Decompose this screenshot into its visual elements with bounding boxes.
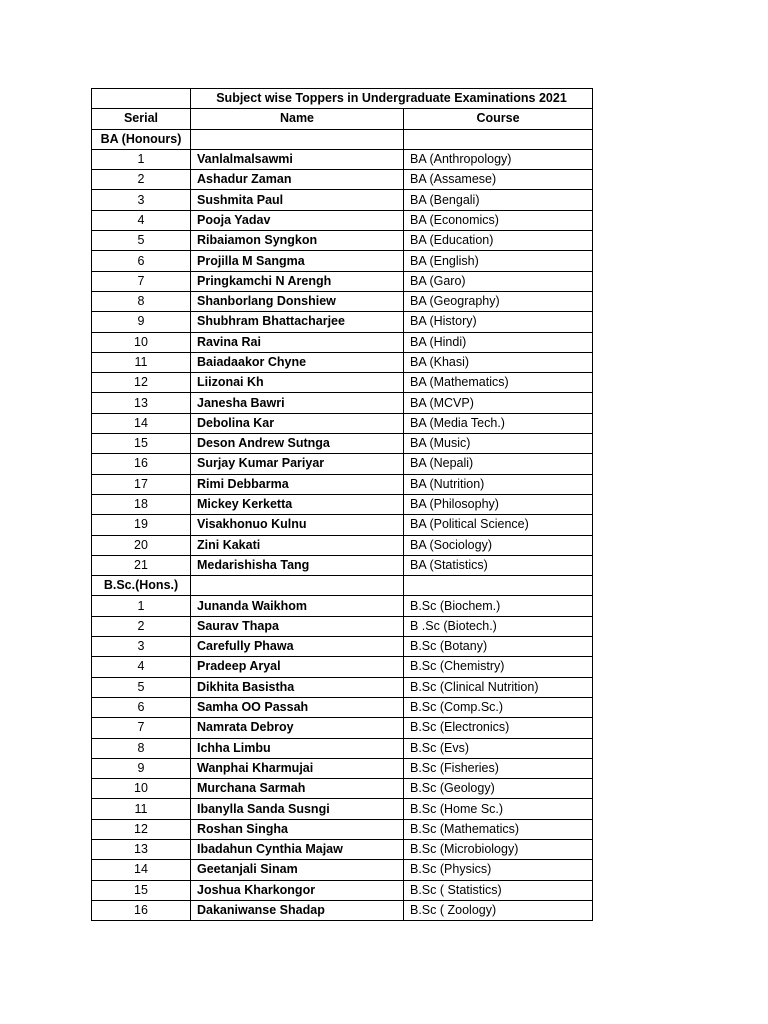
serial-cell: 10 xyxy=(92,332,191,352)
table-row xyxy=(92,860,593,880)
section-blank-course xyxy=(404,129,593,149)
table-row xyxy=(92,880,593,900)
section-label: BA (Honours) xyxy=(92,129,191,149)
course-cell: BA (Bengali) xyxy=(404,190,593,210)
serial-cell: 16 xyxy=(92,454,191,474)
section-row xyxy=(92,576,593,596)
table-row xyxy=(92,434,593,454)
name-cell: Dikhita Basistha xyxy=(191,677,404,697)
name-cell: Geetanjali Sinam xyxy=(191,860,404,880)
course-cell: BA (Economics) xyxy=(404,210,593,230)
serial-cell: 10 xyxy=(92,779,191,799)
name-cell: Rimi Debbarma xyxy=(191,474,404,494)
name-cell: Ibanylla Sanda Susngi xyxy=(191,799,404,819)
table-row xyxy=(92,819,593,839)
table-row xyxy=(92,515,593,535)
name-cell: Liizonai Kh xyxy=(191,373,404,393)
name-cell: Junanda Waikhom xyxy=(191,596,404,616)
header-row xyxy=(92,109,593,129)
table-row xyxy=(92,839,593,859)
section-label: B.Sc.(Hons.) xyxy=(92,576,191,596)
title-row xyxy=(92,89,593,109)
table-row xyxy=(92,271,593,291)
section-blank-name xyxy=(191,129,404,149)
serial-cell: 21 xyxy=(92,555,191,575)
serial-cell: 11 xyxy=(92,799,191,819)
course-cell: BA (Statistics) xyxy=(404,555,593,575)
serial-cell: 17 xyxy=(92,474,191,494)
course-cell: BA (Political Science) xyxy=(404,515,593,535)
name-cell: Ribaiamon Syngkon xyxy=(191,231,404,251)
serial-cell: 19 xyxy=(92,515,191,535)
serial-cell: 4 xyxy=(92,657,191,677)
header-name: Name xyxy=(191,109,404,129)
course-cell: BA (Nutrition) xyxy=(404,474,593,494)
table-row xyxy=(92,555,593,575)
serial-cell: 12 xyxy=(92,819,191,839)
header-serial: Serial xyxy=(92,109,191,129)
table-row xyxy=(92,596,593,616)
serial-cell: 13 xyxy=(92,393,191,413)
table-row xyxy=(92,210,593,230)
serial-cell: 15 xyxy=(92,434,191,454)
name-cell: Projilla M Sangma xyxy=(191,251,404,271)
serial-cell: 9 xyxy=(92,758,191,778)
toppers-table xyxy=(91,88,593,921)
name-cell: Shanborlang Donshiew xyxy=(191,291,404,311)
table-row xyxy=(92,413,593,433)
course-cell: B.Sc ( Zoology) xyxy=(404,900,593,920)
table-row xyxy=(92,291,593,311)
table-row xyxy=(92,170,593,190)
table-row xyxy=(92,312,593,332)
name-cell: Murchana Sarmah xyxy=(191,779,404,799)
course-cell: BA (Geography) xyxy=(404,291,593,311)
course-cell: B.Sc (Comp.Sc.) xyxy=(404,697,593,717)
name-cell: Carefully Phawa xyxy=(191,637,404,657)
table-row xyxy=(92,190,593,210)
name-cell: Mickey Kerketta xyxy=(191,494,404,514)
name-cell: Ibadahun Cynthia Majaw xyxy=(191,839,404,859)
section-row xyxy=(92,129,593,149)
name-cell: Ravina Rai xyxy=(191,332,404,352)
table-row xyxy=(92,799,593,819)
serial-cell: 5 xyxy=(92,231,191,251)
serial-cell: 8 xyxy=(92,291,191,311)
course-cell: BA (English) xyxy=(404,251,593,271)
course-cell: B.Sc (Clinical Nutrition) xyxy=(404,677,593,697)
table-row xyxy=(92,535,593,555)
name-cell: Pooja Yadav xyxy=(191,210,404,230)
table-row xyxy=(92,758,593,778)
course-cell: BA (History) xyxy=(404,312,593,332)
name-cell: Pringkamchi N Arengh xyxy=(191,271,404,291)
table-row xyxy=(92,637,593,657)
table-row xyxy=(92,251,593,271)
course-cell: B.Sc (Microbiology) xyxy=(404,839,593,859)
course-cell: B.Sc (Home Sc.) xyxy=(404,799,593,819)
serial-cell: 18 xyxy=(92,494,191,514)
name-cell: Dakaniwanse Shadap xyxy=(191,900,404,920)
table-row xyxy=(92,332,593,352)
table-row xyxy=(92,393,593,413)
serial-cell: 2 xyxy=(92,616,191,636)
name-cell: Samha OO Passah xyxy=(191,697,404,717)
course-cell: B .Sc (Biotech.) xyxy=(404,616,593,636)
course-cell: BA (Khasi) xyxy=(404,352,593,372)
course-cell: B.Sc (Electronics) xyxy=(404,718,593,738)
name-cell: Deson Andrew Sutnga xyxy=(191,434,404,454)
table-title: Subject wise Toppers in Undergraduate Examinations 2021 xyxy=(191,89,593,109)
serial-cell: 6 xyxy=(92,697,191,717)
course-cell: BA (Anthropology) xyxy=(404,149,593,169)
table-row xyxy=(92,149,593,169)
serial-cell: 3 xyxy=(92,190,191,210)
course-cell: BA (Sociology) xyxy=(404,535,593,555)
name-cell: Roshan Singha xyxy=(191,819,404,839)
serial-cell: 15 xyxy=(92,880,191,900)
table-row xyxy=(92,373,593,393)
section-blank-name xyxy=(191,576,404,596)
serial-cell: 16 xyxy=(92,900,191,920)
serial-cell: 6 xyxy=(92,251,191,271)
course-cell: BA (Garo) xyxy=(404,271,593,291)
name-cell: Janesha Bawri xyxy=(191,393,404,413)
table-row xyxy=(92,231,593,251)
course-cell: B.Sc (Biochem.) xyxy=(404,596,593,616)
serial-cell: 4 xyxy=(92,210,191,230)
course-cell: B.Sc (Evs) xyxy=(404,738,593,758)
serial-cell: 5 xyxy=(92,677,191,697)
table-row xyxy=(92,616,593,636)
name-cell: Wanphai Kharmujai xyxy=(191,758,404,778)
table-row xyxy=(92,779,593,799)
name-cell: Vanlalmalsawmi xyxy=(191,149,404,169)
name-cell: Visakhonuo Kulnu xyxy=(191,515,404,535)
table-row xyxy=(92,657,593,677)
name-cell: Sushmita Paul xyxy=(191,190,404,210)
table-row xyxy=(92,454,593,474)
course-cell: B.Sc (Fisheries) xyxy=(404,758,593,778)
table-body xyxy=(92,89,593,921)
course-cell: B.Sc (Geology) xyxy=(404,779,593,799)
table-row xyxy=(92,494,593,514)
serial-cell: 14 xyxy=(92,860,191,880)
serial-cell: 14 xyxy=(92,413,191,433)
table-row xyxy=(92,900,593,920)
name-cell: Baiadaakor Chyne xyxy=(191,352,404,372)
serial-cell: 7 xyxy=(92,271,191,291)
serial-cell: 2 xyxy=(92,170,191,190)
course-cell: BA (Hindi) xyxy=(404,332,593,352)
course-cell: BA (Assamese) xyxy=(404,170,593,190)
serial-cell: 1 xyxy=(92,596,191,616)
name-cell: Ashadur Zaman xyxy=(191,170,404,190)
table-row xyxy=(92,677,593,697)
course-cell: B.Sc ( Statistics) xyxy=(404,880,593,900)
header-course: Course xyxy=(404,109,593,129)
serial-cell: 7 xyxy=(92,718,191,738)
name-cell: Shubhram Bhattacharjee xyxy=(191,312,404,332)
table-row xyxy=(92,697,593,717)
course-cell: BA (Philosophy) xyxy=(404,494,593,514)
name-cell: Surjay Kumar Pariyar xyxy=(191,454,404,474)
name-cell: Joshua Kharkongor xyxy=(191,880,404,900)
title-blank-cell xyxy=(92,89,191,109)
name-cell: Medarishisha Tang xyxy=(191,555,404,575)
serial-cell: 20 xyxy=(92,535,191,555)
course-cell: BA (MCVP) xyxy=(404,393,593,413)
serial-cell: 3 xyxy=(92,637,191,657)
course-cell: B.Sc (Mathematics) xyxy=(404,819,593,839)
serial-cell: 8 xyxy=(92,738,191,758)
course-cell: BA (Education) xyxy=(404,231,593,251)
course-cell: BA (Nepali) xyxy=(404,454,593,474)
serial-cell: 9 xyxy=(92,312,191,332)
name-cell: Ichha Limbu xyxy=(191,738,404,758)
table-row xyxy=(92,718,593,738)
course-cell: BA (Music) xyxy=(404,434,593,454)
section-blank-course xyxy=(404,576,593,596)
name-cell: Namrata Debroy xyxy=(191,718,404,738)
serial-cell: 1 xyxy=(92,149,191,169)
name-cell: Pradeep Aryal xyxy=(191,657,404,677)
course-cell: B.Sc (Chemistry) xyxy=(404,657,593,677)
course-cell: B.Sc (Physics) xyxy=(404,860,593,880)
name-cell: Zini Kakati xyxy=(191,535,404,555)
name-cell: Saurav Thapa xyxy=(191,616,404,636)
table-row xyxy=(92,474,593,494)
serial-cell: 12 xyxy=(92,373,191,393)
table-row xyxy=(92,352,593,372)
serial-cell: 13 xyxy=(92,839,191,859)
table-row xyxy=(92,738,593,758)
course-cell: BA (Mathematics) xyxy=(404,373,593,393)
serial-cell: 11 xyxy=(92,352,191,372)
course-cell: B.Sc (Botany) xyxy=(404,637,593,657)
course-cell: BA (Media Tech.) xyxy=(404,413,593,433)
name-cell: Debolina Kar xyxy=(191,413,404,433)
